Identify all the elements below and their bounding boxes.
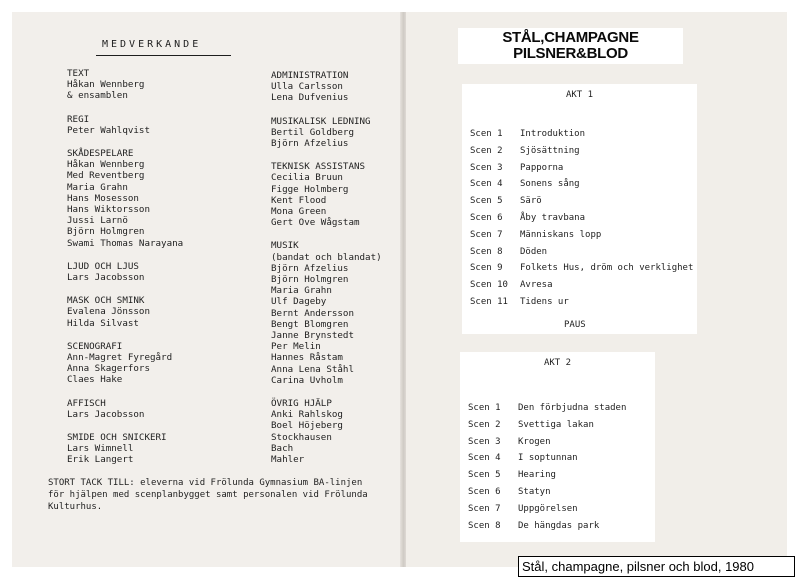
credit-heading: MUSIK <box>271 240 299 252</box>
scene-name: De hängdas park <box>518 520 600 531</box>
credit-name: Ulla Carlsson <box>271 81 343 93</box>
scene-name: Uppgörelsen <box>518 503 578 514</box>
credit-name: Jussi Larnö <box>67 215 128 227</box>
credit-name: Björn Afzelius <box>271 262 349 274</box>
credit-name: Stockhausen <box>271 431 332 443</box>
scene-name: Den förbjudna staden <box>518 403 627 413</box>
title-underline <box>96 55 231 56</box>
credit-section <box>67 68 257 102</box>
credit-name: Ulf Dageby <box>271 296 327 308</box>
act-2-title: AKT 2 <box>543 358 572 368</box>
credit-name: Hans Mosesson <box>67 192 139 204</box>
credit-name: Carina Uvholm <box>271 374 343 386</box>
credit-section <box>271 70 401 104</box>
scene-number: Scen 8 <box>468 520 501 531</box>
scene-row <box>470 196 542 206</box>
credit-name: Cecilia Bruun <box>271 172 343 184</box>
credit-name: Hans Wiktorsson <box>67 204 150 216</box>
credit-name: Peter Wahlqvist <box>67 124 150 136</box>
credit-name: Maria Grahn <box>271 285 332 297</box>
scene-name: Tidens ur <box>520 297 569 307</box>
scene-number: Scen 1 <box>470 129 503 139</box>
credit-name: Boel Höjeberg <box>271 420 343 432</box>
credit-heading: AFFISCH <box>67 397 106 409</box>
credit-section <box>271 398 401 465</box>
credit-name: Evalena Jönsson <box>67 306 150 318</box>
credit-name: Björn Holmgren <box>67 226 145 238</box>
scene-name: Åby travbana <box>520 213 586 223</box>
scene-name: Krogen <box>518 436 551 447</box>
credit-name: Swami Thomas Narayana <box>67 237 184 249</box>
scene-number: Scen 4 <box>470 179 503 190</box>
scene-name: Folkets Hus, dröm och verklighet <box>520 263 694 274</box>
scene-row <box>468 437 551 447</box>
credit-name: Bernt Andersson <box>271 307 354 319</box>
credit-section <box>67 432 257 466</box>
medverkande-title: MEDVERKANDE <box>102 39 202 50</box>
credit-section <box>67 398 257 420</box>
credits-column-2 <box>271 70 401 477</box>
credit-name: Hilda Silvast <box>67 317 139 329</box>
act-1-box <box>462 84 697 334</box>
credit-name: Björn Afzelius <box>271 138 349 150</box>
credit-name: Gert Ove Wågstam <box>271 217 360 229</box>
credit-name: Håkan Wennberg <box>67 79 145 91</box>
scene-number: Scen 5 <box>468 470 501 481</box>
credits-column-1 <box>67 68 257 478</box>
credit-name: Ann-Magret Fyregård <box>67 352 173 364</box>
credit-section <box>67 295 257 329</box>
scene-number: Scen 7 <box>468 503 501 514</box>
pause-label: PAUS <box>564 320 586 330</box>
credit-heading: TEKNISK ASSISTANS <box>271 161 366 173</box>
scene-row <box>470 230 601 240</box>
scene-number: Scen 4 <box>468 453 501 464</box>
scene-row <box>470 247 547 257</box>
scene-row <box>470 146 580 156</box>
scene-row <box>468 403 626 413</box>
scene-number: Scen 11 <box>470 297 508 307</box>
credit-name: Kent Flood <box>271 194 327 206</box>
credit-name: Björn Holmgren <box>271 274 349 286</box>
credit-name: Hannes Råstam <box>271 352 343 364</box>
program-spread <box>12 12 787 567</box>
credit-name: Håkan Wennberg <box>67 159 145 171</box>
credit-name: Anki Rahlskog <box>271 409 343 421</box>
act-2-box <box>460 352 655 542</box>
credit-name: Per Melin <box>271 341 321 353</box>
title-label <box>458 28 683 64</box>
credit-heading: ÖVRIG HJÄLP <box>271 398 332 410</box>
scene-name: Papporna <box>520 162 564 173</box>
credit-name: Janne Brynstedt <box>271 330 354 342</box>
credit-name: Med Reventberg <box>67 170 145 182</box>
scene-number: Scen 6 <box>470 213 503 223</box>
credit-name: Anna Lena Ståhl <box>271 363 354 375</box>
scene-row <box>470 179 580 189</box>
scene-number: Scen 5 <box>470 196 503 207</box>
scene-name: I soptunnan <box>518 453 578 464</box>
credit-name: Claes Hake <box>67 374 123 386</box>
scene-row <box>470 163 563 173</box>
credit-name: Anna Skagerfors <box>67 363 150 375</box>
credit-heading: MUSIKALISK LEDNING <box>271 115 371 127</box>
scene-row <box>468 453 578 463</box>
credit-heading: SKÅDESPELARE <box>67 148 134 160</box>
scene-name: Sjösättning <box>520 145 580 156</box>
scene-number: Scen 1 <box>468 403 501 413</box>
scene-row <box>468 470 556 480</box>
scene-row <box>470 263 693 273</box>
credit-name: Erik Langert <box>67 454 134 466</box>
scene-row <box>468 521 599 531</box>
credit-section <box>67 341 257 386</box>
left-page <box>12 12 402 567</box>
credit-name: Bach <box>271 442 294 454</box>
image-caption: Stål, champagne, pilsner och blod, 1980 <box>518 556 795 577</box>
credit-heading: TEXT <box>67 68 90 79</box>
scene-number: Scen 8 <box>470 246 503 257</box>
credit-name: Lena Dufvenius <box>271 92 349 104</box>
act-1-title: AKT 1 <box>565 90 594 100</box>
scene-number: Scen 9 <box>470 263 503 274</box>
scene-name: Avresa <box>520 280 553 291</box>
scene-row <box>470 297 569 307</box>
credit-section <box>271 161 401 228</box>
scene-row <box>470 213 585 223</box>
scene-row <box>468 487 551 497</box>
scene-name: Hearing <box>518 470 556 481</box>
credit-name: (bandat och blandat) <box>271 251 382 263</box>
credit-section <box>271 240 401 386</box>
credit-heading: ADMINISTRATION <box>271 70 349 81</box>
credit-heading: SCENOGRAFI <box>67 340 123 352</box>
scene-name: Introduktion <box>520 129 586 139</box>
scene-row <box>470 129 585 139</box>
credit-heading: SMIDE OCH SNICKERI <box>67 432 167 444</box>
credit-name: Figge Holmberg <box>271 183 349 195</box>
credit-heading: LJUD OCH LJUS <box>67 260 139 272</box>
scene-name: Särö <box>520 196 542 207</box>
scene-row <box>468 504 578 514</box>
credit-name: Mona Green <box>271 206 327 218</box>
scene-name: Döden <box>520 246 548 257</box>
credit-section <box>271 116 401 150</box>
credit-name: Maria Grahn <box>67 181 128 193</box>
credit-heading: REGI <box>67 113 90 125</box>
credit-name: Bengt Blomgren <box>271 318 349 330</box>
thanks-footnote: STORT TACK TILL: eleverna vid Frölunda Gymnasium BA-linjen för hjälpen med scenplanbygget samt personalen vid Frölunda Kulturhus. <box>48 478 368 512</box>
scene-number: Scen 10 <box>470 280 508 291</box>
credit-section <box>67 114 257 136</box>
scene-name: Svettiga lakan <box>518 419 594 430</box>
scene-number: Scen 2 <box>468 419 501 430</box>
right-page <box>406 12 787 567</box>
credit-section <box>67 148 257 249</box>
scene-number: Scen 7 <box>470 229 503 240</box>
scene-number: Scen 6 <box>468 487 501 497</box>
scene-name: Sonens sång <box>520 179 580 190</box>
scene-number: Scen 2 <box>470 145 503 156</box>
credit-name: Lars Wimnell <box>67 443 134 455</box>
credit-name: & ensamblen <box>67 90 128 102</box>
scene-number: Scen 3 <box>468 436 501 447</box>
scene-row <box>470 280 553 290</box>
credit-name: Lars Jacobsson <box>67 408 145 420</box>
scene-name: Människans lopp <box>520 229 602 240</box>
credit-name: Bertil Goldberg <box>271 126 354 138</box>
credit-section <box>67 261 257 283</box>
scene-number: Scen 3 <box>470 162 503 173</box>
credit-name: Mahler <box>271 454 305 466</box>
credit-heading: MASK OCH SMINK <box>67 295 145 307</box>
play-title: STÅL,CHAMPAGNE PILSNER&BLOD <box>502 29 639 62</box>
scene-row <box>468 420 594 430</box>
credit-name: Lars Jacobsson <box>67 272 145 284</box>
scene-name: Statyn <box>518 487 551 497</box>
